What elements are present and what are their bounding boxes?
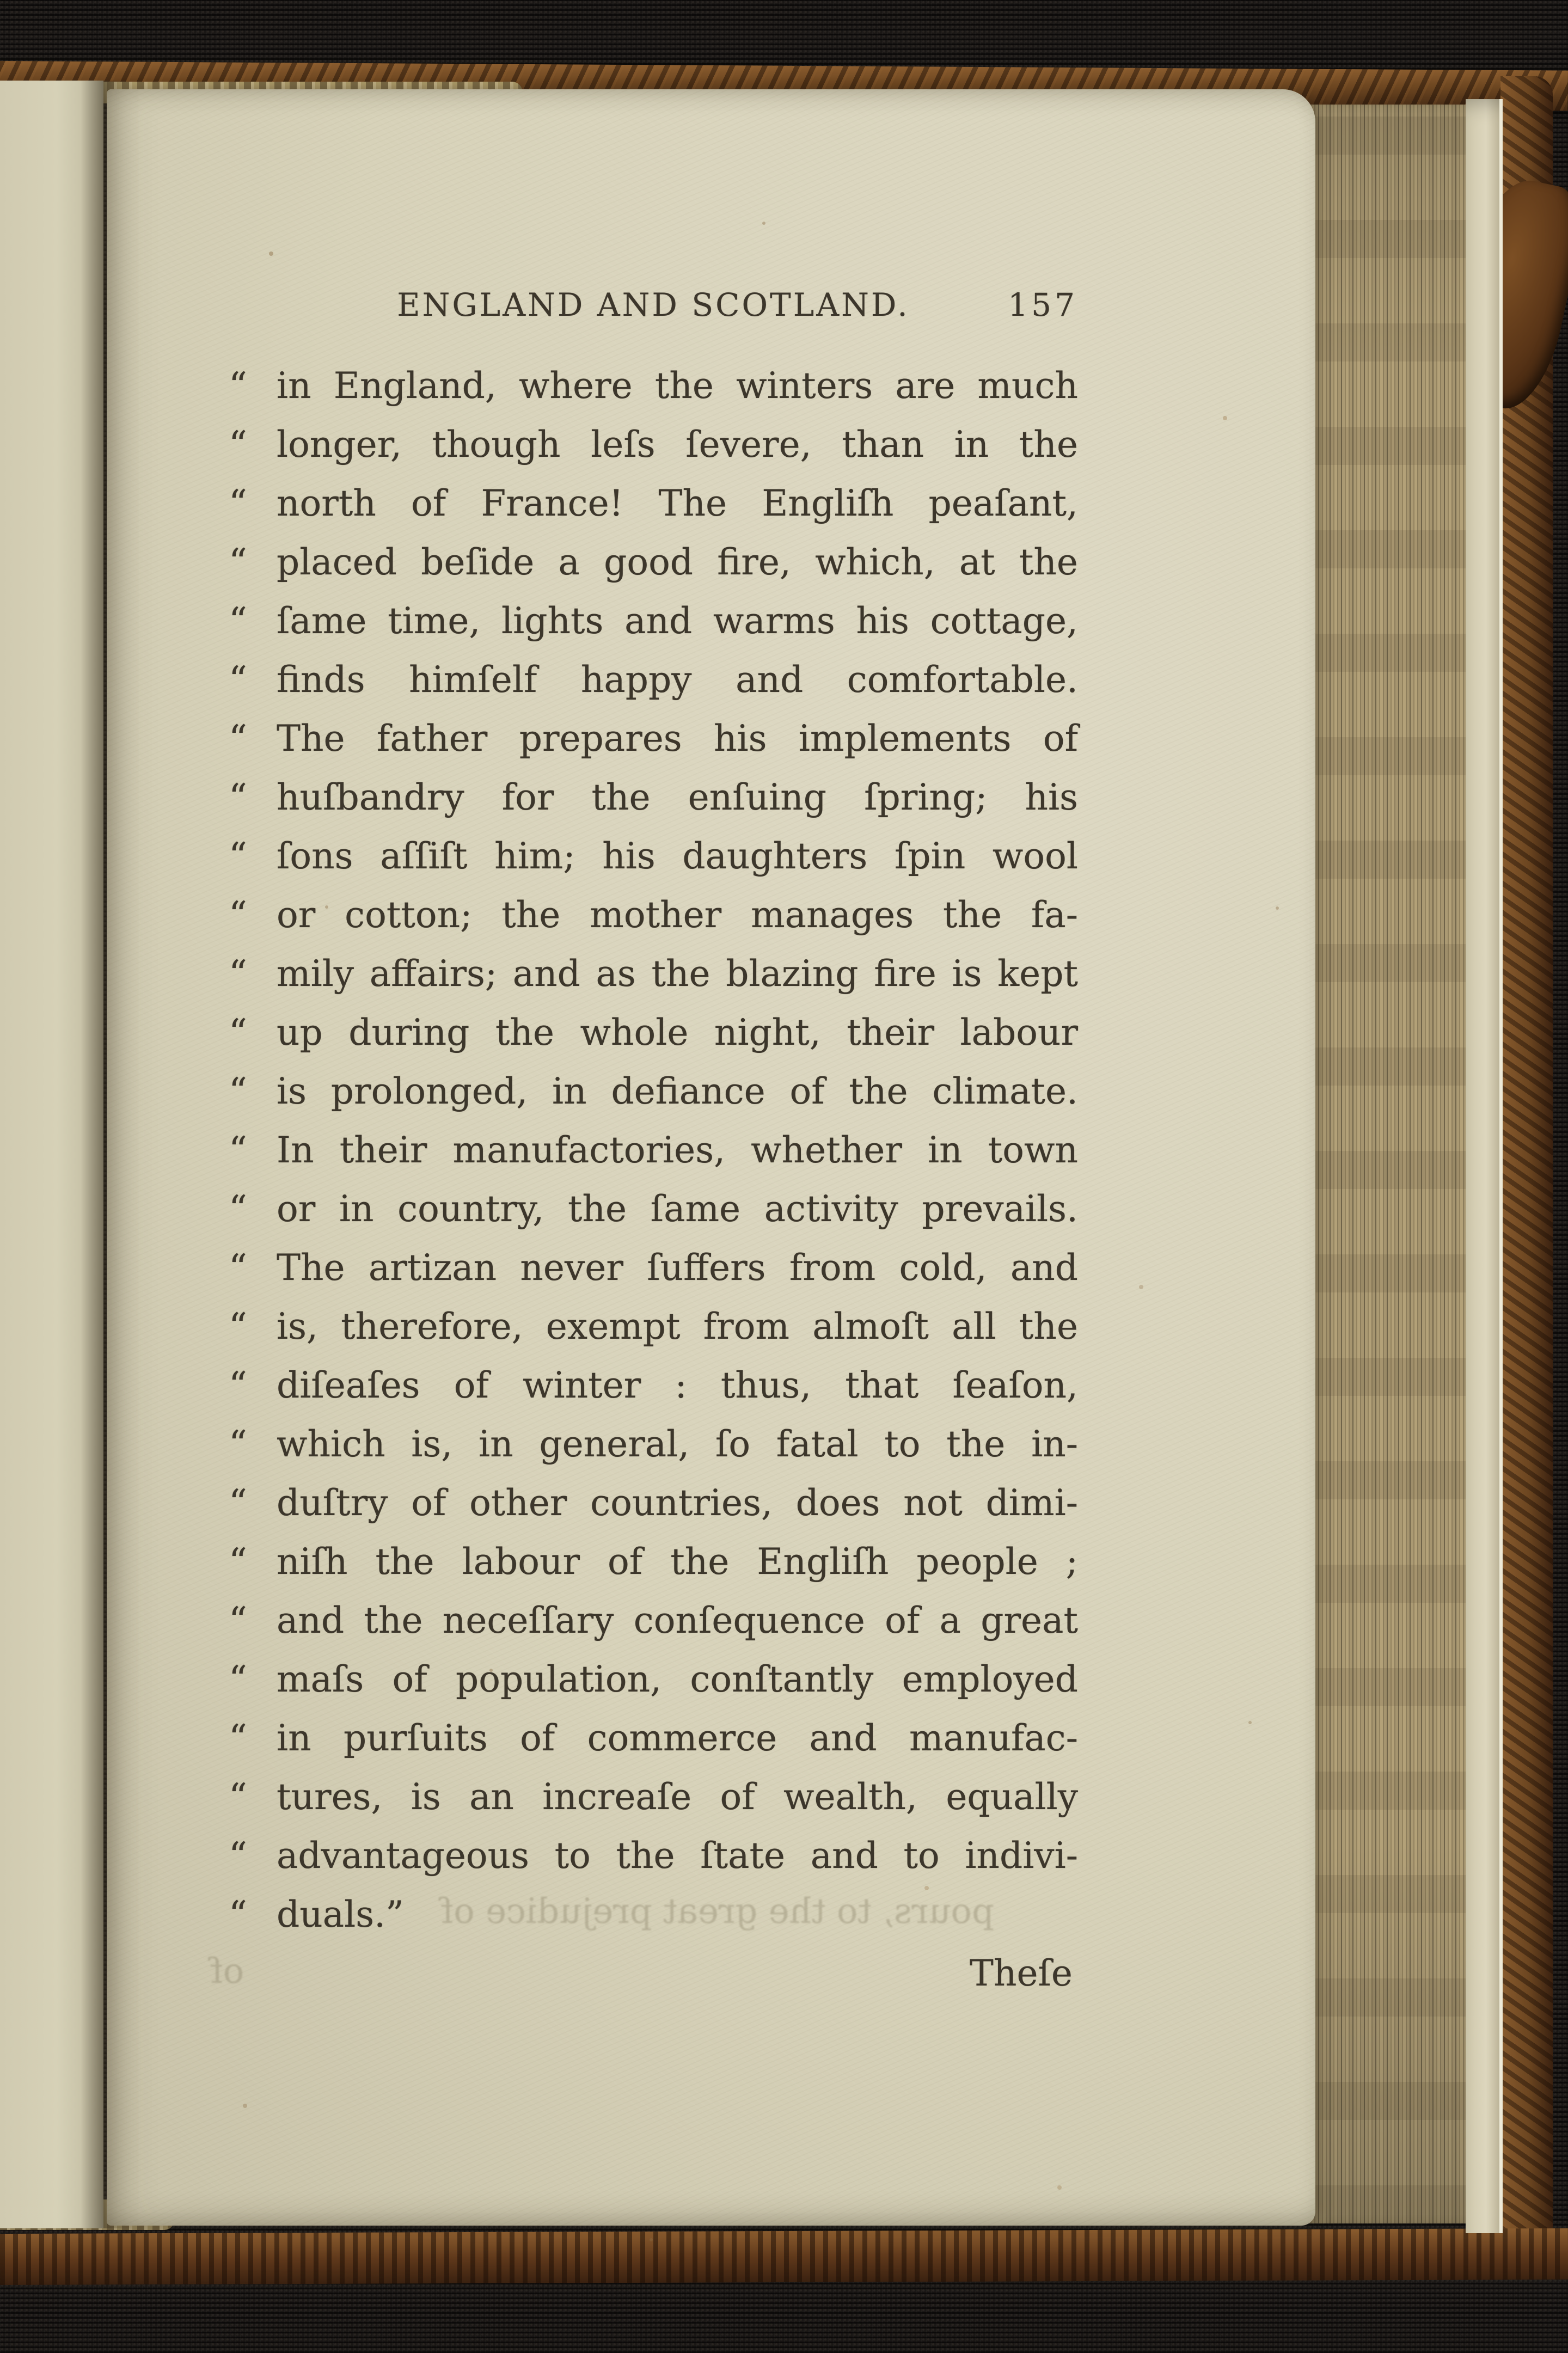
line-text: and the neceſſary conſequence of a great: [277, 1600, 1078, 1641]
text-line: [229, 1768, 1078, 1827]
text-line: [229, 357, 1078, 415]
line-text: ſame time, lights and warms his cottage,: [277, 600, 1078, 642]
line-text: duals.”: [277, 1894, 404, 1935]
quote-mark: “: [229, 1423, 247, 1465]
catchword: Theſe: [969, 1952, 1073, 1994]
quote-mark: “: [229, 1658, 247, 1700]
text-line: [229, 1533, 1078, 1591]
line-text: diſeaſes of winter : thus, that ſeaſon,: [277, 1364, 1078, 1406]
text-line: [229, 415, 1078, 474]
text-line: [229, 1121, 1078, 1180]
text-line: [229, 1003, 1078, 1062]
text-line: [229, 768, 1078, 827]
line-text: finds himſelf happy and comfortable.: [277, 659, 1078, 701]
quote-mark: “: [229, 953, 247, 995]
quote-mark: “: [229, 835, 247, 877]
quote-mark: “: [229, 1835, 247, 1877]
text-line: [229, 827, 1078, 886]
quote-mark: “: [229, 776, 247, 818]
line-text: longer, though leſs ſevere, than in the: [277, 424, 1078, 465]
line-text: The artizan never ſuffers from cold, and: [277, 1247, 1078, 1289]
line-text: or cotton; the mother manages the fa-: [277, 894, 1078, 936]
paper-specks: [107, 89, 109, 91]
quote-mark: “: [229, 1070, 247, 1112]
quote-mark: “: [229, 541, 247, 583]
line-text: niſh the labour of the Engliſh people ;: [277, 1541, 1078, 1583]
text-line: [229, 1239, 1078, 1297]
quote-mark: “: [229, 1717, 247, 1759]
text-line: [229, 533, 1078, 592]
text-line: [229, 1591, 1078, 1650]
quote-mark: “: [229, 1894, 247, 1935]
line-text: or in country, the ſame activity prevails.: [277, 1188, 1078, 1230]
ghost-showthrough-word: of: [210, 1951, 244, 1992]
text-line: [229, 1827, 1078, 1885]
quote-mark: “: [229, 894, 247, 936]
quote-mark: “: [229, 1188, 247, 1230]
quote-mark: “: [229, 365, 247, 407]
page-title: ENGLAND AND SCOTLAND.: [397, 286, 910, 323]
text-line: [229, 1474, 1078, 1533]
quote-mark: “: [229, 1306, 247, 1347]
quote-mark: “: [229, 1012, 247, 1053]
page-block-edge: [1466, 99, 1503, 2233]
quote-mark: “: [229, 1600, 247, 1641]
line-text: mily affairs; and as the blazing fire is kept: [277, 953, 1078, 995]
text-line: [229, 1709, 1078, 1768]
text-line: [229, 1180, 1078, 1239]
quote-mark: “: [229, 1541, 247, 1583]
catchword-row: [229, 1944, 1078, 2003]
quote-mark: “: [229, 1482, 247, 1524]
text-line: [229, 1062, 1078, 1121]
quote-mark: “: [229, 1129, 247, 1171]
text-line: [229, 1356, 1078, 1415]
text-line: [229, 1415, 1078, 1474]
running-head: [229, 286, 1078, 330]
line-text: in purſuits of commerce and manufac-: [277, 1717, 1078, 1759]
text-line: [229, 709, 1078, 768]
text-line: [229, 651, 1078, 709]
text-line: [229, 886, 1078, 945]
quote-mark: “: [229, 600, 247, 642]
book-page: [107, 89, 1315, 2226]
line-text: tures, is an increaſe of wealth, equally: [277, 1776, 1078, 1818]
line-text: The father prepares his implements of: [277, 718, 1078, 759]
line-text: north of France! The Engliſh peaſant,: [277, 482, 1078, 524]
line-text: In their manufactories, whether in town: [277, 1129, 1078, 1171]
quote-mark: “: [229, 659, 247, 701]
line-text: in England, where the winters are much: [277, 365, 1078, 407]
quote-mark: “: [229, 1247, 247, 1289]
ghost-showthrough-line: pours, to the great prejudice of: [440, 1891, 994, 1932]
text-line: [229, 1297, 1078, 1356]
quote-mark: “: [229, 424, 247, 465]
line-text: placed beſide a good fire, which, at the: [277, 541, 1078, 583]
line-text: ſons aſſiſt him; his daughters ſpin wool: [277, 835, 1078, 877]
line-text: maſs of population, conſtantly employed: [277, 1658, 1078, 1700]
quote-mark: “: [229, 482, 247, 524]
quote-mark: “: [229, 718, 247, 759]
line-text: is prolonged, in defiance of the climate.: [277, 1070, 1078, 1112]
fore-edge-pages: [1300, 105, 1468, 2223]
line-text: duſtry of other countries, does not dimi-: [277, 1482, 1078, 1524]
line-text: advantageous to the ſtate and to indivi-: [277, 1835, 1078, 1877]
text-line: [229, 592, 1078, 651]
book-cover-bottom-edge: [0, 2228, 1568, 2285]
text-line: [229, 945, 1078, 1003]
text-lines: [229, 357, 1078, 1944]
text-line: [229, 1650, 1078, 1709]
line-text: huſbandry for the enſuing ſpring; his: [277, 776, 1078, 818]
quote-mark: “: [229, 1364, 247, 1406]
line-text: which is, in general, ſo fatal to the in-: [277, 1423, 1078, 1465]
text-line: [229, 474, 1078, 533]
line-text: is, therefore, exempt from almoſt all the: [277, 1306, 1078, 1347]
page-number: 157: [1008, 286, 1078, 323]
quote-mark: “: [229, 1776, 247, 1818]
line-text: up during the whole night, their labour: [277, 1012, 1078, 1053]
